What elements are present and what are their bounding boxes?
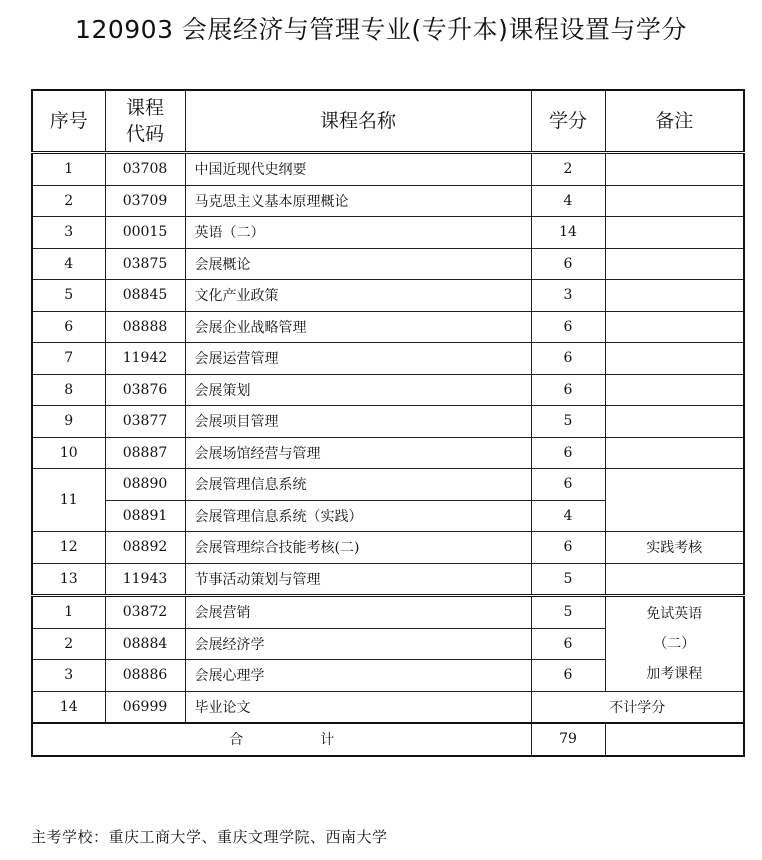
table-row (32, 406, 744, 438)
cell-seq: 2 (32, 628, 105, 660)
cell-code: 03872 (105, 596, 185, 629)
cell-note (605, 374, 744, 406)
table-row (32, 185, 744, 217)
cell-credits: 6 (531, 469, 605, 501)
header-code-line1: 课程 (125, 97, 164, 119)
cell-code: 03876 (105, 374, 185, 406)
elective-note-line2: （二） (653, 635, 696, 652)
cell-note (605, 437, 744, 469)
footer-schools: 主考学校：重庆工商大学、重庆文理学院、西南大学 (31, 828, 388, 846)
cell-name: 会展营销 (185, 596, 531, 629)
total-credits: 79 (531, 723, 605, 756)
cell-note: 实践考核 (605, 532, 744, 564)
cell-code: 08887 (105, 437, 185, 469)
header-row (32, 90, 744, 153)
table-row (32, 374, 744, 406)
cell-credits: 6 (531, 628, 605, 660)
cell-credits: 5 (531, 406, 605, 438)
cell-name: 文化产业政策 (185, 280, 531, 312)
cell-note (605, 563, 744, 596)
cell-name: 会展概论 (185, 248, 531, 280)
cell-note (605, 217, 744, 249)
cell-code: 00015 (105, 217, 185, 249)
cell-credits: 6 (531, 311, 605, 343)
cell-code: 11942 (105, 343, 185, 375)
cell-note (605, 343, 744, 375)
cell-name: 会展管理信息系统 (185, 469, 531, 501)
cell-code: 03708 (105, 153, 185, 186)
cell-note (605, 406, 744, 438)
cell-seq: 4 (32, 248, 105, 280)
cell-name: 会展心理学 (185, 660, 531, 692)
cell-note (605, 311, 744, 343)
header-code (105, 90, 185, 153)
cell-credits: 6 (531, 248, 605, 280)
cell-credits: 6 (531, 437, 605, 469)
cell-code: 08891 (105, 500, 185, 532)
elective-note-line1: 免试英语 (646, 605, 703, 622)
cell-seq: 2 (32, 185, 105, 217)
cell-name: 英语（二） (185, 217, 531, 249)
page-title: 120903 会展经济与管理专业(专升本)课程设置与学分 (75, 15, 687, 44)
elective-note-line3: 加考课程 (646, 665, 703, 682)
cell-credits: 6 (531, 343, 605, 375)
table-row (32, 469, 744, 501)
total-note (605, 723, 744, 756)
cell-code: 06999 (105, 691, 185, 723)
cell-code: 08892 (105, 532, 185, 564)
table-row (32, 280, 744, 312)
cell-note (605, 469, 744, 532)
cell-credits: 6 (531, 532, 605, 564)
cell-code: 03877 (105, 406, 185, 438)
cell-name: 毕业论文 (185, 691, 531, 723)
cell-seq: 1 (32, 153, 105, 186)
cell-name: 会展企业战略管理 (185, 311, 531, 343)
cell-seq: 8 (32, 374, 105, 406)
header-code-line2: 代码 (125, 123, 164, 145)
cell-code: 08890 (105, 469, 185, 501)
cell-note (605, 185, 744, 217)
table-row (32, 153, 744, 186)
cell-seq: 14 (32, 691, 105, 723)
header-seq: 序号 (32, 90, 105, 153)
cell-credits: 5 (531, 563, 605, 596)
cell-credits: 5 (531, 596, 605, 629)
cell-seq: 5 (32, 280, 105, 312)
cell-seq: 6 (32, 311, 105, 343)
cell-credits: 6 (531, 374, 605, 406)
elective-note (605, 596, 744, 692)
thesis-row (32, 691, 744, 723)
cell-name: 马克思主义基本原理概论 (185, 185, 531, 217)
header-name: 课程名称 (185, 90, 531, 153)
total-label (32, 723, 531, 756)
header-credits: 学分 (531, 90, 605, 153)
cell-code: 08886 (105, 660, 185, 692)
cell-credits: 3 (531, 280, 605, 312)
cell-code: 03709 (105, 185, 185, 217)
cell-seq: 9 (32, 406, 105, 438)
cell-code: 11943 (105, 563, 185, 596)
cell-note (605, 248, 744, 280)
course-table (31, 89, 745, 757)
cell-name: 中国近现代史纲要 (185, 153, 531, 186)
cell-name: 会展项目管理 (185, 406, 531, 438)
cell-seq: 7 (32, 343, 105, 375)
table-row (32, 437, 744, 469)
cell-credits-note: 不计学分 (531, 691, 744, 723)
cell-seq: 13 (32, 563, 105, 596)
table-row (32, 563, 744, 596)
cell-code: 08884 (105, 628, 185, 660)
cell-seq: 3 (32, 660, 105, 692)
cell-credits: 4 (531, 500, 605, 532)
cell-name: 会展运营管理 (185, 343, 531, 375)
cell-credits: 4 (531, 185, 605, 217)
cell-seq: 11 (32, 469, 105, 532)
total-label-left: 合 (229, 732, 244, 749)
cell-note (605, 280, 744, 312)
cell-credits: 6 (531, 660, 605, 692)
cell-name: 会展管理综合技能考核(二) (185, 532, 531, 564)
cell-code: 03875 (105, 248, 185, 280)
cell-credits: 2 (531, 153, 605, 186)
cell-code: 08888 (105, 311, 185, 343)
cell-name: 会展管理信息系统（实践） (185, 500, 531, 532)
table-row (32, 217, 744, 249)
cell-seq: 10 (32, 437, 105, 469)
cell-credits: 14 (531, 217, 605, 249)
table-row (32, 311, 744, 343)
cell-seq: 12 (32, 532, 105, 564)
cell-name: 节事活动策划与管理 (185, 563, 531, 596)
cell-note (605, 153, 744, 186)
cell-seq: 3 (32, 217, 105, 249)
header-note: 备注 (605, 90, 744, 153)
table-row (32, 248, 744, 280)
cell-name: 会展策划 (185, 374, 531, 406)
table-row (32, 532, 744, 564)
cell-name: 会展经济学 (185, 628, 531, 660)
cell-code: 08845 (105, 280, 185, 312)
total-label-right: 计 (320, 732, 335, 749)
table-row (32, 343, 744, 375)
cell-seq: 1 (32, 596, 105, 629)
total-row (32, 723, 744, 756)
cell-name: 会展场馆经营与管理 (185, 437, 531, 469)
elective-row (32, 596, 744, 629)
